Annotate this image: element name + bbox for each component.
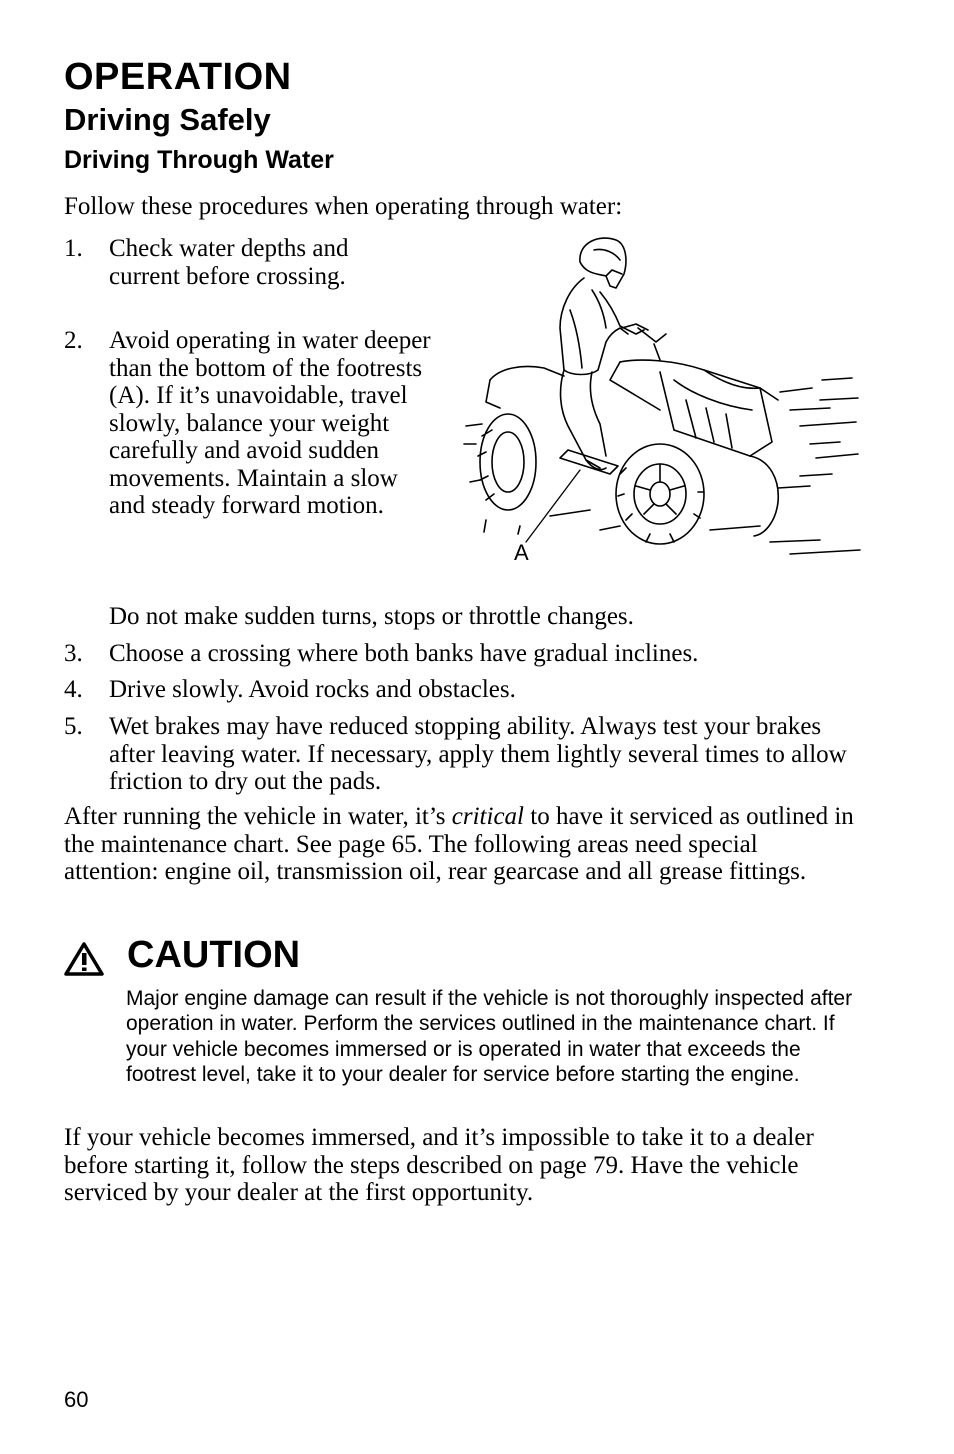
warning-triangle-icon xyxy=(64,942,104,976)
list-text: Avoid operating in water deeper than the bottom of the footrests (A). If it’s unavoidable, travel slowly, balance your weight carefully and avoid sudden movements. Maintain a slow and steady forward motion. xyxy=(109,327,431,519)
list-number: 2. xyxy=(64,327,83,354)
caution-heading: CAUTION xyxy=(127,934,301,976)
list-number: 3. xyxy=(64,640,83,667)
list-text: Check water depths and current before crossing. xyxy=(109,235,349,290)
list-text: Drive slowly. Avoid rocks and obstacles. xyxy=(109,676,516,703)
section-title: OPERATION xyxy=(64,56,292,98)
list-number: 1. xyxy=(64,235,83,262)
list-text-continuation: Do not make sudden turns, stops or throttle changes. xyxy=(109,603,634,630)
closing-paragraph: If your vehicle becomes immersed, and it’s impossible to take it to a dealer before starting it, follow the steps described on page 79. Have the vehicle serviced by your dealer at the first opportunity. xyxy=(64,1124,814,1206)
list-number: 4. xyxy=(64,676,83,703)
service-text-before: After running the vehicle in water, it’s xyxy=(64,803,452,830)
intro-paragraph: Follow these procedures when operating through water: xyxy=(64,193,623,220)
footrest-callout-label: A xyxy=(514,540,529,565)
list-text: Wet brakes may have reduced stopping ability. Always test your brakes after leaving water. If necessary, apply them lightly several times to allow friction to dry out the pads. xyxy=(109,713,847,795)
atv-in-water-illustration xyxy=(460,230,866,566)
service-text-after: to have it serviced as outlined in the maintenance chart. See page 65. The following areas need special attention: engine oil, transmission oil, rear gearcase and all grease fittings. xyxy=(64,803,854,885)
topic-title: Driving Through Water xyxy=(64,146,334,174)
list-text: Choose a crossing where both banks have gradual inclines. xyxy=(109,640,699,667)
subsection-title: Driving Safely xyxy=(64,102,271,137)
page-number: 60 xyxy=(64,1387,89,1412)
service-emphasis: critical xyxy=(451,803,524,830)
list-number: 5. xyxy=(64,713,83,740)
caution-text: Major engine damage can result if the vehicle is not thoroughly inspected after operation in water. Perform the services outlined in the maintenance chart. If your vehicle becomes immersed or is operated in water that exceeds the footrest level, take it to your dealer for service before starting the engine. xyxy=(126,987,853,1086)
service-paragraph xyxy=(64,803,854,886)
